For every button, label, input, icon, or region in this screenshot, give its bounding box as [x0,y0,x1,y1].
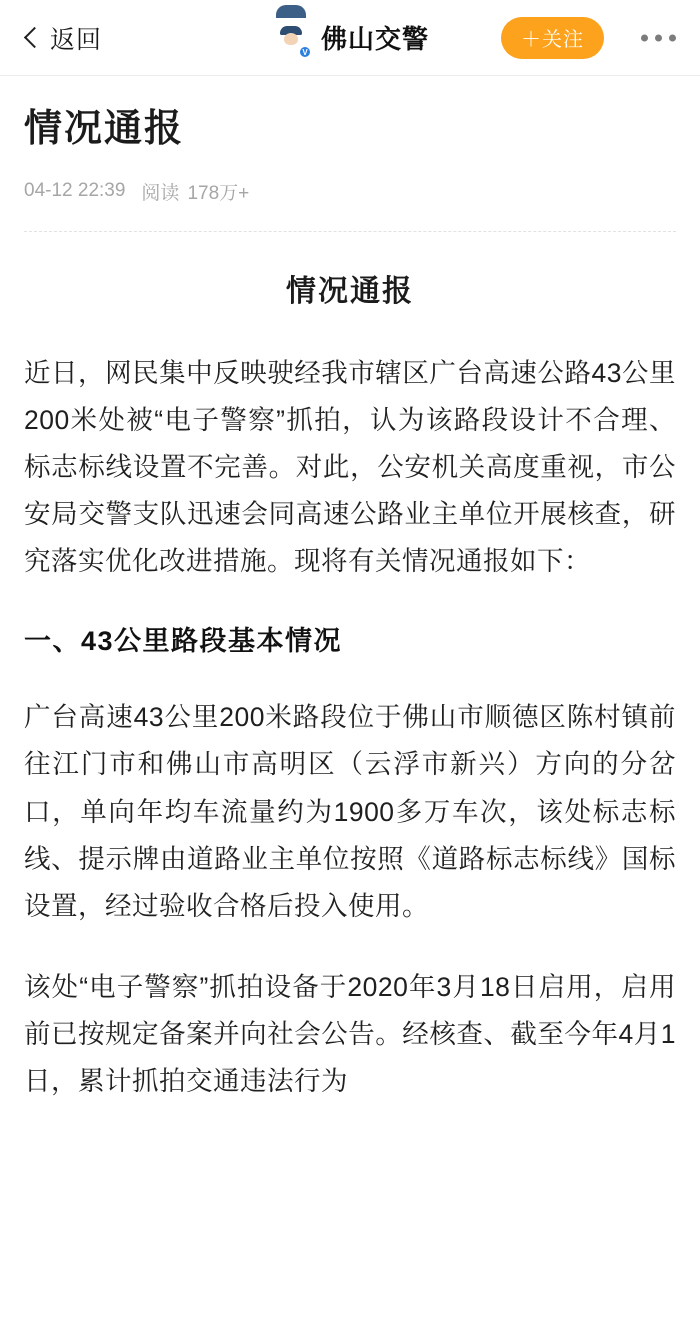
chevron-left-icon [20,27,42,49]
read-count-group [141,178,249,205]
more-dot [655,34,662,41]
account-header[interactable] [271,18,429,58]
more-dot [669,34,676,41]
avatar[interactable] [271,18,311,58]
publish-date: 04-12 22:39 [24,180,126,201]
more-options-icon[interactable] [639,26,678,49]
back-button[interactable] [20,20,102,56]
account-name: 佛山交警 [320,24,430,54]
section-heading-one: 一、43公里路段基本情况 [24,626,343,657]
read-label: 阅读 [141,182,180,204]
paragraph-intro: 近日，网民集中反映驶经我市辖区广台高速公路43公里200米处被“电子警察”抓拍，认为该路段设计不合理、标志标线设置不完善。对此，公安机关高度重视，市公安局交警支队迅速会同高速公路业主单位开展核查，研究落实优化改进措施。现将有关情况通报如下： [24,357,676,577]
article-body [0,232,700,1106]
verified-badge-icon: V [298,45,312,59]
top-navigation-bar [0,0,700,76]
read-count: 178万+ [187,182,250,204]
page-title: 情况通报 [24,108,185,150]
paragraph-section-one-b: 该处“电子警察”抓拍设备于2020年3月18日启用，启用前已按规定备案并向社会公告。经核查、截至今年4月1日，累计抓拍交通违法行为 [24,972,676,1097]
back-button-label: 返回 [50,25,103,54]
follow-button[interactable]: ＋关注 [501,17,604,59]
more-dot [641,34,648,41]
paragraph-section-one-a: 广台高速43公里200米路段位于佛山市顺德区陈村镇前往江门市和佛山市高明区（云浮市新兴）方向的分岔口，单向年均车流量约为1900多万车次，该处标志标线、提示牌由道路业主单位按照《道路标志标线》国标设置，经过验收合格后投入使用。 [24,702,676,921]
article-meta [24,178,676,205]
article-header [0,76,700,205]
content-heading: 情况通报 [286,274,414,308]
